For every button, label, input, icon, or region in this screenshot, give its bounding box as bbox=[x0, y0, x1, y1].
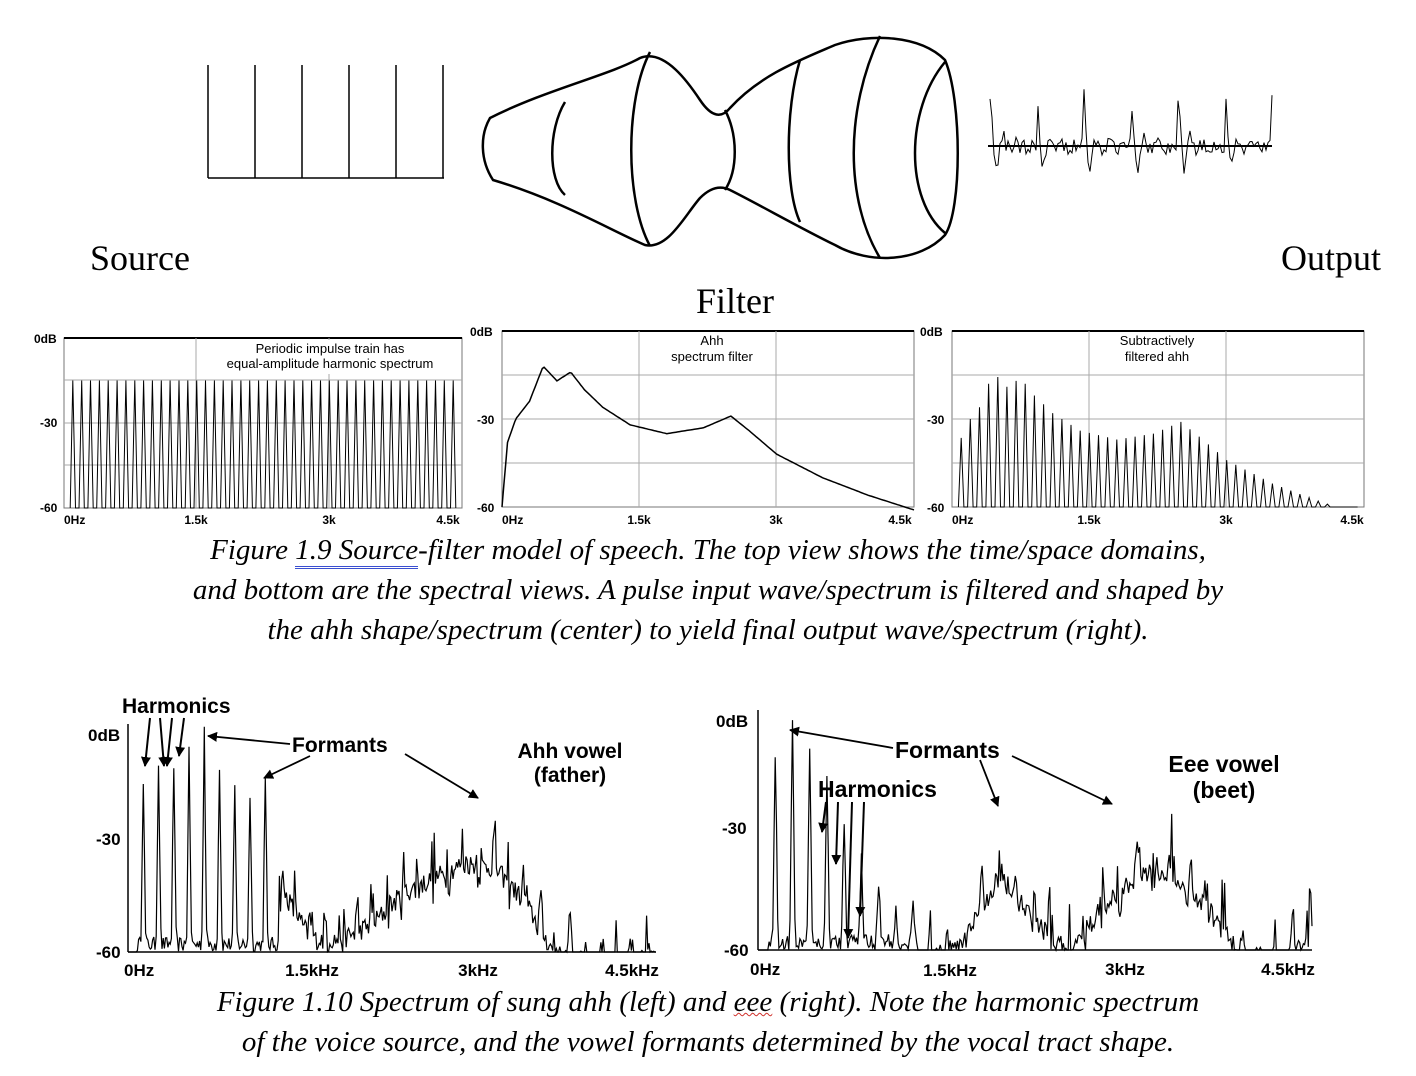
eee-xtick-1: 1.5kHz bbox=[923, 961, 977, 980]
ahh-formants-label: Formants bbox=[292, 734, 388, 757]
eee-harmonics-label: Harmonics bbox=[818, 776, 937, 802]
ahh-vowel-chart bbox=[88, 695, 659, 980]
chart3-ytick-2: -60 bbox=[927, 501, 945, 515]
spectral-views bbox=[0, 320, 1416, 532]
chart2-xtick-1: 1.5k bbox=[627, 513, 651, 527]
chart3-xtick-3: 4.5k bbox=[1340, 513, 1364, 527]
filtered-harmonics bbox=[958, 377, 1357, 507]
misspelled-word: eee bbox=[733, 986, 773, 1018]
ahh-filter-curve bbox=[502, 367, 914, 510]
ahh-xtick-2: 3kHz bbox=[458, 961, 498, 980]
filter-label: Filter bbox=[696, 281, 774, 321]
chart2-title-2: spectrum filter bbox=[671, 349, 753, 364]
output-wave bbox=[988, 89, 1272, 173]
ahh-vowel-title-1: Ahh vowel bbox=[517, 740, 623, 763]
eee-ytick-0: 0dB bbox=[716, 712, 749, 731]
chart2-title-1: Ahh bbox=[700, 333, 724, 348]
eee-xtick-3: 4.5kHz bbox=[1261, 960, 1315, 979]
chart1-xtick-2: 3k bbox=[322, 513, 336, 527]
eee-ytick-2: -60 bbox=[724, 941, 749, 960]
chart3-title-2: filtered ahh bbox=[1124, 349, 1190, 364]
chart2-ytick-0: 0dB bbox=[470, 325, 493, 339]
ahh-filter-chart bbox=[470, 325, 914, 527]
figure-1-10-caption-line-2: of the voice source, and the vowel formants determined by the vocal tract shape. bbox=[241, 1026, 1175, 1058]
chart2-ytick-1: -30 bbox=[477, 413, 495, 427]
chart1-xtick-0: 0Hz bbox=[64, 513, 86, 527]
chart3-xtick-2: 3k bbox=[1219, 513, 1233, 527]
figure-1-9-caption-line-3: the ahh shape/spectrum (center) to yield final output wave/spectrum (right). bbox=[267, 614, 1149, 646]
chart1-ytick-2: -60 bbox=[40, 501, 58, 515]
figure-1-9-link[interactable]: 1.9 Source bbox=[295, 534, 418, 569]
chart3-title-1: Subtractively bbox=[1119, 333, 1195, 348]
eee-vowel-title-2: (beet) bbox=[1192, 777, 1256, 803]
vocal-tract-shape bbox=[483, 36, 958, 258]
ahh-xtick-0: 0Hz bbox=[124, 961, 155, 980]
ahh-vowel-title-2: (father) bbox=[533, 764, 607, 787]
filtered-ahh-chart bbox=[920, 325, 1364, 527]
eee-vowel-title-1: Eee vowel bbox=[1168, 751, 1280, 777]
figure-1-10-caption bbox=[0, 982, 1416, 1062]
chart2-xtick-3: 4.5k bbox=[888, 513, 912, 527]
chart2-ytick-2: -60 bbox=[477, 501, 495, 515]
vowel-spectra bbox=[0, 688, 1416, 986]
ahh-harmonics-label: Harmonics bbox=[122, 695, 231, 718]
chart1-xtick-3: 4.5k bbox=[436, 513, 460, 527]
ahh-xtick-1: 1.5kHz bbox=[285, 961, 339, 980]
figure-1-9-caption-line-1: Figure 1.9 Source-filter model of speech. The top view shows the time/space domains, bbox=[0, 530, 1416, 570]
eee-vowel-chart bbox=[716, 710, 1315, 980]
source-filter-diagram bbox=[0, 0, 1416, 320]
eee-xtick-0: 0Hz bbox=[750, 960, 781, 979]
chart1-xtick-1: 1.5k bbox=[184, 513, 208, 527]
chart1-title-2: equal-amplitude harmonic spectrum bbox=[226, 356, 434, 371]
ahh-xtick-3: 4.5kHz bbox=[605, 961, 659, 980]
chart1-ytick-0: 0dB bbox=[34, 332, 57, 346]
figure-1-9-caption bbox=[0, 530, 1416, 650]
chart3-xtick-0: 0Hz bbox=[952, 513, 974, 527]
chart3-ytick-1: -30 bbox=[927, 413, 945, 427]
chart2-xtick-2: 3k bbox=[769, 513, 783, 527]
ahh-ytick-2: -60 bbox=[96, 943, 121, 962]
chart3-xtick-1: 1.5k bbox=[1077, 513, 1101, 527]
ahh-ytick-0: 0dB bbox=[88, 726, 121, 745]
chart3-ytick-0: 0dB bbox=[920, 325, 943, 339]
chart1-title-1: Periodic impulse train has bbox=[255, 341, 405, 356]
impulse-train-wave bbox=[208, 65, 444, 178]
figure-1-9-caption-line-2: and bottom are the spectral views. A pulse input wave/spectrum is filtered and shaped by bbox=[192, 574, 1224, 606]
eee-formants-label: Formants bbox=[895, 737, 1000, 763]
chart2-xtick-0: 0Hz bbox=[502, 513, 524, 527]
eee-ytick-1: -30 bbox=[722, 819, 747, 838]
eee-xtick-2: 3kHz bbox=[1105, 960, 1145, 979]
chart1-ytick-1: -30 bbox=[40, 416, 58, 430]
figure-1-10-caption-line-1: Figure 1.10 Spectrum of sung ahh (left) and eee (right). Note the harmonic spectrum bbox=[216, 986, 1200, 1018]
ahh-ytick-1: -30 bbox=[96, 830, 121, 849]
impulse-spectrum-chart bbox=[34, 332, 462, 527]
source-label: Source bbox=[90, 238, 190, 278]
output-label: Output bbox=[1281, 238, 1382, 278]
